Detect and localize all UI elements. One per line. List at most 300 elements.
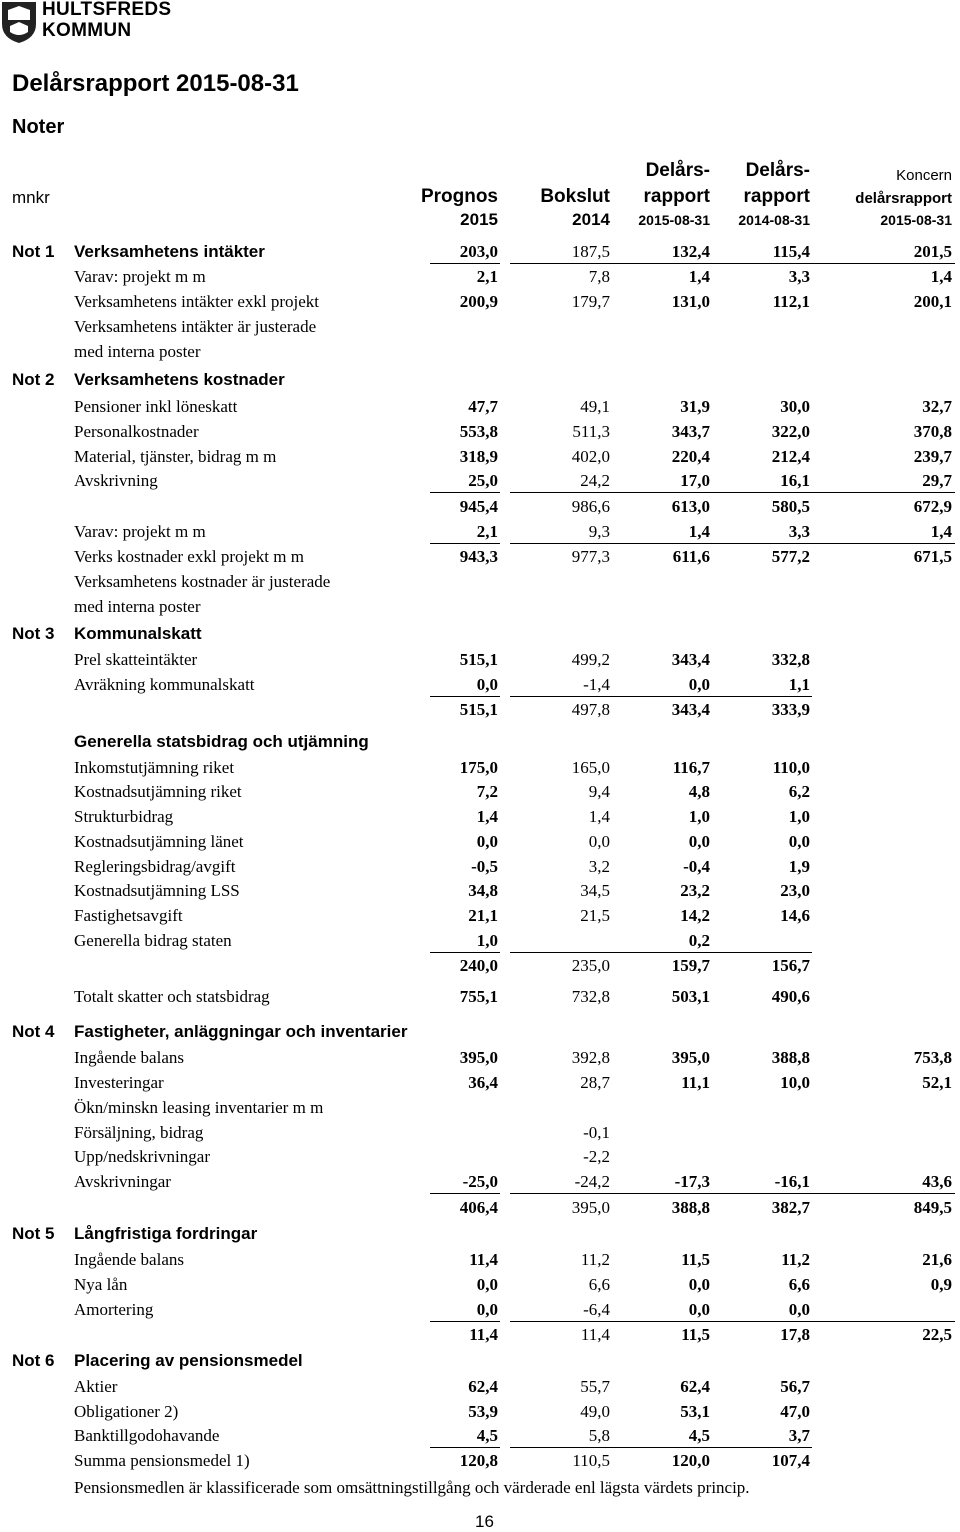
cell-c2: 55,7 xyxy=(580,1377,610,1396)
sum-underline xyxy=(812,492,955,493)
table-row xyxy=(0,595,960,619)
table-row xyxy=(0,495,960,519)
cell-c2: 497,8 xyxy=(571,700,610,719)
sum-underline xyxy=(712,952,812,953)
column-header-line: rapport xyxy=(643,186,710,207)
column-header-line: Bokslut xyxy=(540,186,610,207)
table-row xyxy=(0,904,960,928)
table-row xyxy=(0,756,960,780)
sum-underline xyxy=(612,543,712,544)
cell-c4: 577,2 xyxy=(771,547,810,566)
cell-c1: 318,9 xyxy=(459,447,498,466)
table-row xyxy=(0,570,960,594)
cell-c5: 201,5 xyxy=(913,242,952,261)
cell-c4: -16,1 xyxy=(774,1172,810,1191)
cell-c1: 0,0 xyxy=(476,1300,498,1319)
table-row xyxy=(0,698,960,722)
cell-c3: 503,1 xyxy=(671,987,710,1006)
cell-c2: 986,6 xyxy=(571,497,610,516)
cell-c4: 30,0 xyxy=(780,397,810,416)
row-label: Banktillgodohavande xyxy=(74,1426,220,1445)
cell-c2: 24,2 xyxy=(580,471,610,490)
row-label: Fastighetsavgift xyxy=(74,906,183,925)
cell-c2: -24,2 xyxy=(574,1172,610,1191)
sum-underline xyxy=(612,1193,712,1194)
table-row xyxy=(0,879,960,903)
table-row xyxy=(0,1375,960,1399)
sum-underline xyxy=(612,696,712,697)
cell-c3: 343,7 xyxy=(671,422,710,441)
sum-underline xyxy=(712,1321,812,1322)
sum-underline xyxy=(430,1193,500,1194)
cell-c4: 23,0 xyxy=(780,881,810,900)
cell-c3: 611,6 xyxy=(672,547,710,566)
cell-c2: 9,3 xyxy=(588,522,610,541)
sum-underline xyxy=(510,492,612,493)
sum-underline xyxy=(712,696,812,697)
cell-c5: 1,4 xyxy=(930,267,952,286)
table-row xyxy=(0,1424,960,1448)
cell-c1: 945,4 xyxy=(459,497,498,516)
note-number: Not 4 xyxy=(12,1022,55,1041)
cell-c4: 107,4 xyxy=(771,1451,810,1470)
unit-label: mnkr xyxy=(12,188,50,207)
cell-c3: 11,1 xyxy=(681,1073,710,1092)
cell-c2: 235,0 xyxy=(571,956,610,975)
cell-c2: 511,3 xyxy=(572,422,610,441)
table-row xyxy=(0,290,960,314)
cell-c1: 1,0 xyxy=(476,931,498,950)
cell-c3: 53,1 xyxy=(680,1402,710,1421)
column-header-line: Delårs- xyxy=(745,160,810,181)
table-row xyxy=(0,1145,960,1169)
sum-underline xyxy=(812,1193,955,1194)
row-label: Amortering xyxy=(74,1300,154,1319)
cell-c4: 332,8 xyxy=(771,650,810,669)
cell-c2: 49,1 xyxy=(580,397,610,416)
note-section-row xyxy=(0,622,960,646)
cell-c2: 11,2 xyxy=(580,1250,610,1269)
municipality-logo xyxy=(0,0,200,44)
row-label: Kostnadsutjämning LSS xyxy=(74,881,240,900)
cell-c1: 47,7 xyxy=(468,397,498,416)
row-label: Varav: projekt m m xyxy=(74,267,206,286)
table-row xyxy=(0,340,960,364)
row-label: Inkomstutjämning riket xyxy=(74,758,235,777)
cell-c4: 388,8 xyxy=(771,1048,810,1067)
row-label: Material, tjänster, bidrag m m xyxy=(74,447,277,466)
row-label: Verksamhetens kostnader är justerade xyxy=(74,572,331,591)
sum-underline xyxy=(612,263,712,264)
row-label: Verksamhetens intäkter exkl projekt xyxy=(74,292,320,311)
sum-underline xyxy=(712,1193,812,1194)
note-section-row xyxy=(0,1222,960,1246)
cell-c1: 553,8 xyxy=(459,422,498,441)
section-heading: Verksamhetens kostnader xyxy=(74,370,285,389)
column-header-date: 2015-08-31 xyxy=(638,212,710,228)
table-row xyxy=(0,985,960,1009)
cell-c1: 34,8 xyxy=(468,881,498,900)
cell-c4: 156,7 xyxy=(771,956,810,975)
row-label: Summa pensionsmedel 1) xyxy=(74,1451,250,1470)
cell-c5: 672,9 xyxy=(913,497,952,516)
cell-c1: 406,4 xyxy=(459,1198,498,1217)
cell-c1: 2,1 xyxy=(476,522,498,541)
cell-c5: 200,1 xyxy=(913,292,952,311)
row-label: Personalkostnader xyxy=(74,422,199,441)
cell-c1: 53,9 xyxy=(468,1402,498,1421)
cell-c3: 0,0 xyxy=(688,1275,710,1294)
table-row xyxy=(0,954,960,978)
cell-c4: 212,4 xyxy=(771,447,810,466)
sum-underline xyxy=(430,952,500,953)
cell-c4: 110,0 xyxy=(772,758,810,777)
cell-c2: 187,5 xyxy=(571,242,610,261)
sum-underline xyxy=(712,263,812,264)
sum-underline xyxy=(510,696,612,697)
table-row xyxy=(0,1096,960,1120)
cell-c2: 179,7 xyxy=(571,292,610,311)
column-header-line: delårsrapport xyxy=(855,190,952,207)
cell-c1: 120,8 xyxy=(459,1451,498,1470)
sum-underline xyxy=(510,1447,612,1448)
cell-c1: -0,5 xyxy=(471,857,498,876)
cell-c3: 0,0 xyxy=(688,832,710,851)
cell-c3: 14,2 xyxy=(680,906,710,925)
cell-c3: 131,0 xyxy=(671,292,710,311)
note-number: Not 5 xyxy=(12,1224,55,1243)
row-label: Prel skatteintäkter xyxy=(74,650,198,669)
cell-c1: 36,4 xyxy=(468,1073,498,1092)
cell-c3: 220,4 xyxy=(671,447,710,466)
row-label: med interna poster xyxy=(74,342,201,361)
table-row xyxy=(0,1273,960,1297)
section-heading: Verksamhetens intäkter xyxy=(74,242,265,261)
section-heading: Placering av pensionsmedel xyxy=(74,1351,303,1370)
table-row xyxy=(0,1196,960,1220)
sum-underline xyxy=(430,263,500,264)
column-header-year: 2015 xyxy=(460,210,498,229)
cell-c2: 34,5 xyxy=(580,881,610,900)
table-row xyxy=(0,1046,960,1070)
cell-c3: 343,4 xyxy=(671,650,710,669)
cell-c1: 62,4 xyxy=(468,1377,498,1396)
cell-c3: 11,5 xyxy=(681,1250,710,1269)
cell-c2: 732,8 xyxy=(571,987,610,1006)
cell-c1: 2,1 xyxy=(476,267,498,286)
cell-c1: 0,0 xyxy=(476,832,498,851)
row-label: Totalt skatter och statsbidrag xyxy=(74,987,270,1006)
cell-c3: 11,5 xyxy=(681,1325,710,1344)
table-row xyxy=(0,520,960,544)
column-header-line: rapport xyxy=(743,186,810,207)
logo-text-line1: HULTSFREDS xyxy=(42,0,172,20)
table-row xyxy=(0,1400,960,1424)
cell-c2: 1,4 xyxy=(588,807,610,826)
section-heading: Generella statsbidrag och utjämning xyxy=(74,732,369,751)
cell-c1: 7,2 xyxy=(476,782,498,801)
logo-text-line2: KOMMUN xyxy=(42,20,132,41)
cell-c1: 1,4 xyxy=(476,807,498,826)
note-number: Not 1 xyxy=(12,242,55,261)
cell-c3: 343,4 xyxy=(671,700,710,719)
sum-underline xyxy=(812,543,955,544)
cell-c3: 116,7 xyxy=(672,758,710,777)
cell-c4: 0,0 xyxy=(788,832,810,851)
page-subtitle: Noter xyxy=(12,116,65,138)
cell-c4: 11,2 xyxy=(781,1250,810,1269)
column-header-line: Prognos xyxy=(420,186,498,207)
table-row xyxy=(0,1298,960,1322)
cell-c4: 14,6 xyxy=(780,906,810,925)
sum-underline xyxy=(712,492,812,493)
row-label: Pensioner inkl löneskatt xyxy=(74,397,238,416)
row-label: Obligationer 2) xyxy=(74,1402,179,1421)
cell-c3: -0,4 xyxy=(683,857,710,876)
row-label: Aktier xyxy=(74,1377,118,1396)
cell-c4: 17,8 xyxy=(780,1325,810,1344)
cell-c4: 6,6 xyxy=(788,1275,810,1294)
cell-c4: 10,0 xyxy=(780,1073,810,1092)
cell-c2: 5,8 xyxy=(588,1426,610,1445)
row-label: Ingående balans xyxy=(74,1048,184,1067)
row-label: Strukturbidrag xyxy=(74,807,174,826)
table-row xyxy=(0,929,960,953)
cell-c2: 21,5 xyxy=(580,906,610,925)
cell-c3: 31,9 xyxy=(680,397,710,416)
sum-underline xyxy=(430,696,500,697)
sum-underline xyxy=(712,543,812,544)
cell-c4: 1,9 xyxy=(788,857,810,876)
cell-c2: -0,1 xyxy=(583,1123,610,1142)
cell-c3: 1,4 xyxy=(688,267,710,286)
cell-c1: 395,0 xyxy=(459,1048,498,1067)
cell-c5: 0,9 xyxy=(930,1275,952,1294)
table-row xyxy=(0,420,960,444)
row-label: Avskrivningar xyxy=(74,1172,171,1191)
cell-c5: 849,5 xyxy=(913,1198,952,1217)
row-label: Generella bidrag staten xyxy=(74,931,232,950)
cell-c1: 203,0 xyxy=(459,242,498,261)
note-section-row xyxy=(0,1020,960,1044)
cell-c1: 515,1 xyxy=(459,700,498,719)
row-label: Regleringsbidrag/avgift xyxy=(74,857,236,876)
cell-c2: 402,0 xyxy=(571,447,610,466)
cell-c3: 388,8 xyxy=(671,1198,710,1217)
cell-c4: 1,0 xyxy=(788,807,810,826)
cell-c3: 395,0 xyxy=(671,1048,710,1067)
cell-c3: 4,5 xyxy=(688,1426,710,1445)
cell-c2: 49,0 xyxy=(580,1402,610,1421)
cell-c3: 132,4 xyxy=(671,242,710,261)
cell-c4: 1,1 xyxy=(788,675,810,694)
cell-c4: 3,3 xyxy=(788,267,810,286)
cell-c4: 56,7 xyxy=(780,1377,810,1396)
table-row xyxy=(0,648,960,672)
cell-c4: 112,1 xyxy=(772,292,810,311)
cell-c5: 1,4 xyxy=(930,522,952,541)
row-label: Försäljning, bidrag xyxy=(74,1123,204,1142)
row-label: Ökn/minskn leasing inventarier m m xyxy=(74,1098,324,1117)
cell-c4: 47,0 xyxy=(780,1402,810,1421)
sum-underline xyxy=(612,952,712,953)
cell-c5: 52,1 xyxy=(922,1073,952,1092)
sum-underline xyxy=(510,543,612,544)
cell-c3: 4,8 xyxy=(688,782,710,801)
cell-c2: 110,5 xyxy=(572,1451,610,1470)
cell-c3: 613,0 xyxy=(671,497,710,516)
row-label: Verks kostnader exkl projekt m m xyxy=(74,547,304,566)
cell-c3: 0,0 xyxy=(688,1300,710,1319)
table-row xyxy=(0,830,960,854)
note-number: Not 3 xyxy=(12,624,55,643)
table-row xyxy=(0,315,960,339)
cell-c2: -2,2 xyxy=(583,1147,610,1166)
cell-c2: 7,8 xyxy=(588,267,610,286)
coat-of-arms-icon xyxy=(0,0,40,44)
cell-c3: 159,7 xyxy=(671,956,710,975)
cell-c1: 755,1 xyxy=(459,987,498,1006)
row-label: Investeringar xyxy=(74,1073,164,1092)
cell-c5: 43,6 xyxy=(922,1172,952,1191)
cell-c4: 3,7 xyxy=(788,1426,810,1445)
cell-c1: 200,9 xyxy=(459,292,498,311)
cell-c2: 392,8 xyxy=(571,1048,610,1067)
table-row xyxy=(0,469,960,493)
sum-underline xyxy=(812,263,955,264)
table-row xyxy=(0,445,960,469)
note-number: Not 6 xyxy=(12,1351,55,1370)
cell-c2: 11,4 xyxy=(580,1325,610,1344)
table-row xyxy=(0,545,960,569)
cell-c1: 515,1 xyxy=(459,650,498,669)
cell-c2: 3,2 xyxy=(588,857,610,876)
cell-c3: 0,2 xyxy=(688,931,710,950)
cell-c4: 490,6 xyxy=(771,987,810,1006)
sum-underline xyxy=(510,263,612,264)
cell-c1: 0,0 xyxy=(476,675,498,694)
cell-c4: 333,9 xyxy=(771,700,810,719)
sum-underline xyxy=(510,1193,612,1194)
footnote: Pensionsmedlen är klassificerade som omsättningstillgång och värderade enl lägsta värdets princip. xyxy=(74,1478,750,1497)
row-label: Ingående balans xyxy=(74,1250,184,1269)
row-label: med interna poster xyxy=(74,597,201,616)
row-label: Verksamhetens intäkter är justerade xyxy=(74,317,317,336)
column-header-date: 2015-08-31 xyxy=(880,212,952,228)
cell-c1: 25,0 xyxy=(468,471,498,490)
page-title: Delårsrapport 2015-08-31 xyxy=(12,70,299,97)
cell-c3: 1,4 xyxy=(688,522,710,541)
cell-c1: 11,4 xyxy=(469,1250,498,1269)
column-header-line: Koncern xyxy=(896,167,952,184)
cell-c3: 1,0 xyxy=(688,807,710,826)
section-heading: Kommunalskatt xyxy=(74,624,202,643)
cell-c4: 3,3 xyxy=(788,522,810,541)
cell-c3: 0,0 xyxy=(688,675,710,694)
cell-c2: 6,6 xyxy=(588,1275,610,1294)
column-header-line: Delårs- xyxy=(645,160,710,181)
sum-underline xyxy=(612,492,712,493)
table-row xyxy=(0,673,960,697)
cell-c3: 23,2 xyxy=(680,881,710,900)
cell-c4: 322,0 xyxy=(771,422,810,441)
cell-c3: 17,0 xyxy=(680,471,710,490)
note-section-row xyxy=(0,240,960,264)
cell-c1: 11,4 xyxy=(469,1325,498,1344)
cell-c3: 120,0 xyxy=(671,1451,710,1470)
cell-c2: 9,4 xyxy=(588,782,610,801)
row-label: Kostnadsutjämning riket xyxy=(74,782,242,801)
table-row xyxy=(0,1248,960,1272)
table-row xyxy=(0,265,960,289)
cell-c1: 21,1 xyxy=(468,906,498,925)
cell-c5: 21,6 xyxy=(922,1250,952,1269)
sum-underline xyxy=(812,1321,955,1322)
cell-c2: 0,0 xyxy=(588,832,610,851)
sum-underline xyxy=(430,492,500,493)
cell-c1: 0,0 xyxy=(476,1275,498,1294)
cell-c2: 28,7 xyxy=(580,1073,610,1092)
cell-c4: 16,1 xyxy=(780,471,810,490)
note-section-row xyxy=(0,368,960,392)
cell-c4: 115,4 xyxy=(772,242,810,261)
sum-underline xyxy=(510,1321,612,1322)
cell-c5: 22,5 xyxy=(922,1325,952,1344)
row-label: Avräkning kommunalskatt xyxy=(74,675,255,694)
row-label: Varav: projekt m m xyxy=(74,522,206,541)
cell-c1: -25,0 xyxy=(462,1172,498,1191)
column-header-year: 2014 xyxy=(572,210,610,229)
cell-c2: 395,0 xyxy=(571,1198,610,1217)
row-label: Upp/nedskrivningar xyxy=(74,1147,210,1166)
section-heading: Långfristiga fordringar xyxy=(74,1224,258,1243)
cell-c4: 6,2 xyxy=(788,782,810,801)
table-row xyxy=(0,730,960,754)
cell-c5: 32,7 xyxy=(922,397,952,416)
table-row xyxy=(0,1449,960,1473)
cell-c2: 977,3 xyxy=(571,547,610,566)
cell-c3: -17,3 xyxy=(674,1172,710,1191)
sum-underline xyxy=(612,1321,712,1322)
note-section-row xyxy=(0,1349,960,1373)
sum-underline xyxy=(612,1447,712,1448)
table-row xyxy=(0,395,960,419)
table-row xyxy=(0,1323,960,1347)
table-row xyxy=(0,805,960,829)
sum-underline xyxy=(430,1447,500,1448)
cell-c4: 0,0 xyxy=(788,1300,810,1319)
cell-c2: -1,4 xyxy=(583,675,610,694)
cell-c1: 4,5 xyxy=(476,1426,498,1445)
sum-underline xyxy=(430,1321,500,1322)
table-row xyxy=(0,780,960,804)
cell-c5: 753,8 xyxy=(913,1048,952,1067)
row-label: Nya lån xyxy=(74,1275,128,1294)
cell-c2: 165,0 xyxy=(571,758,610,777)
cell-c4: 580,5 xyxy=(771,497,810,516)
section-heading: Fastigheter, anläggningar och inventarier xyxy=(74,1022,408,1041)
table-row xyxy=(0,1121,960,1145)
cell-c4: 382,7 xyxy=(771,1198,810,1217)
cell-c2: 499,2 xyxy=(571,650,610,669)
table-row xyxy=(0,855,960,879)
sum-underline xyxy=(510,952,612,953)
cell-c1: 240,0 xyxy=(459,956,498,975)
cell-c2: -6,4 xyxy=(583,1300,610,1319)
row-label: Kostnadsutjämning länet xyxy=(74,832,244,851)
cell-c5: 370,8 xyxy=(913,422,952,441)
page-number: 16 xyxy=(475,1512,494,1531)
